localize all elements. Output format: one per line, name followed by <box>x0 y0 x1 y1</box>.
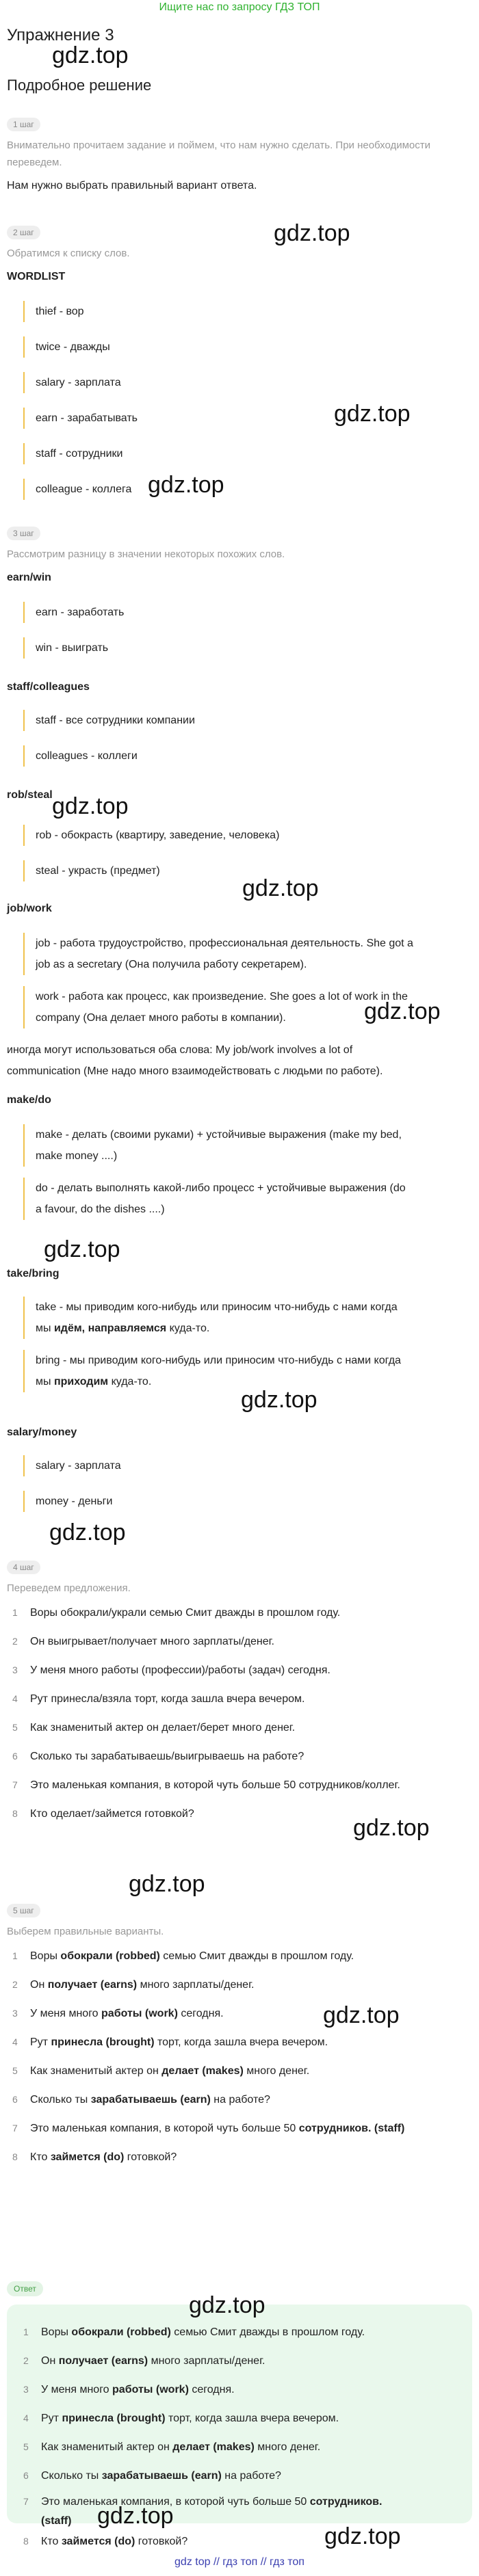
list-item <box>23 1124 479 1167</box>
list-item: colleagues - коллеги <box>23 745 479 767</box>
watermark: gdz.top <box>242 875 319 901</box>
watermark: gdz.top <box>97 2503 174 2529</box>
watermark: gdz.top <box>52 42 129 68</box>
numbered-item: 3 У меня много работы (work) сегодня. <box>12 2008 224 2019</box>
list-item: staff - сотрудники <box>23 443 479 464</box>
footer-links[interactable]: gdz top // гдз топ // гдз топ <box>174 2556 305 2568</box>
watermark: gdz.top <box>353 1815 430 1841</box>
list-item <box>23 1350 479 1392</box>
answer-item: 8 Кто займется (do) готовкой? <box>23 2536 188 2547</box>
list-item-line: a favour, do the dishes ....) <box>36 1204 165 1215</box>
step-badge-3: 3 шаг <box>7 527 40 540</box>
step-note: Обратимся к списку слов. <box>7 248 130 259</box>
numbered-item: 6 Сколько ты зарабатываешь/выигрываешь на работе? <box>12 1751 305 1762</box>
list-item-line: bring - мы приводим кого-нибудь или приносим что-нибудь с нами когда <box>36 1355 401 1366</box>
numbered-item: 7 Это маленькая компания, в которой чуть больше 50 сотрудников. (staff) <box>12 2123 405 2134</box>
answer-item: 1 Воры обокрали (robbed) семью Смит дважды в прошлом году. <box>23 2326 365 2338</box>
paragraph-line: иногда могут использоваться оба слова: My job/work involves a lot of <box>7 1044 353 1056</box>
watermark: gdz.top <box>52 793 129 819</box>
answer-item: 3 У меня много работы (work) сегодня. <box>23 2384 235 2395</box>
watermark: gdz.top <box>324 2523 401 2549</box>
list-item-line: make - делать (своими руками) + устойчивые выражения (make my bed, <box>36 1129 402 1141</box>
answer-item: 6 Сколько ты зарабатываешь (earn) на работе? <box>23 2470 281 2482</box>
section-heading: WORDLIST <box>7 271 66 282</box>
list-item: earn - зарабатывать <box>23 408 479 429</box>
section-heading: take/bring <box>7 1268 60 1279</box>
step-text: Нам нужно выбрать правильный вариант ответа. <box>7 180 257 191</box>
list-item: rob - обокрасть (квартиру, заведение, человека) <box>23 825 479 846</box>
numbered-item: 6 Сколько ты зарабатываешь (earn) на работе? <box>12 2094 270 2106</box>
section-heading: rob/steal <box>7 789 53 801</box>
numbered-item: 5 Как знаменитый актер он делает (makes) много денег. <box>12 2065 310 2077</box>
list-item: salary - зарплата <box>23 372 479 393</box>
list-item-line: job - работа трудоустройство, профессиональная деятельность. She got a <box>36 938 413 949</box>
list-item: earn - заработать <box>23 602 479 623</box>
list-item-line: make money ....) <box>36 1150 118 1162</box>
answer-item: 5 Как знаменитый актер он делает (makes) много денег. <box>23 2441 321 2453</box>
list-item-line: company (Она делает много работы в компании). <box>36 1012 286 1024</box>
list-item: salary - зарплата <box>23 1455 479 1476</box>
section-heading: job/work <box>7 903 52 914</box>
list-item: staff - все сотрудники компании <box>23 710 479 731</box>
list-item: colleague - коллега <box>23 479 479 500</box>
answer-item: 7 Это маленькая компания, в которой чуть больше 50 сотрудников. (staff) <box>23 2496 383 2527</box>
list-item <box>23 1178 479 1220</box>
list-item <box>23 1297 479 1339</box>
step-note: переведем. <box>7 157 62 168</box>
step-badge-4: 4 шаг <box>7 1561 40 1574</box>
watermark: gdz.top <box>49 1519 126 1545</box>
exercise-title: Упражнение 3 <box>7 26 114 44</box>
list-item: twice - дважды <box>23 336 479 358</box>
list-item: thief - вор <box>23 301 479 322</box>
top-banner[interactable]: Ищите нас по запросу ГДЗ ТОП <box>159 1 320 13</box>
list-item-line: job as a secretary (Она получила работу секретарем). <box>36 959 307 970</box>
list-item: win - выиграть <box>23 637 479 659</box>
watermark: gdz.top <box>274 220 350 246</box>
watermark: gdz.top <box>241 1387 318 1413</box>
section-heading: salary/money <box>7 1426 77 1438</box>
step-note: Выберем правильные варианты. <box>7 1926 164 1937</box>
list-item: steal - украсть (предмет) <box>23 860 479 881</box>
watermark: gdz.top <box>189 2292 266 2318</box>
watermark: gdz.top <box>148 472 224 498</box>
list-item <box>23 933 479 975</box>
step-badge-2: 2 шаг <box>7 226 40 239</box>
answer-item: 4 Рут принесла (brought) торт, когда зашла вчера вечером. <box>23 2413 339 2424</box>
step-note: Внимательно прочитаем задание и поймем, что нам нужно сделать. При необходимости <box>7 140 431 151</box>
watermark: gdz.top <box>129 1871 205 1897</box>
watermark: gdz.top <box>364 998 441 1024</box>
numbered-item: 5 Как знаменитый актер он делает/берет много денег. <box>12 1722 296 1734</box>
numbered-item: 1 Воры обокрали/украли семью Смит дважды в прошлом году. <box>12 1607 341 1619</box>
numbered-item: 3 У меня много работы (профессии)/работы (задач) сегодня. <box>12 1664 331 1676</box>
numbered-item: 2 Он выигрывает/получает много зарплаты/денег. <box>12 1636 274 1647</box>
step-badge-1: 1 шаг <box>7 118 40 131</box>
numbered-item: 4 Рут принесла (brought) торт, когда зашла вчера вечером. <box>12 2036 328 2048</box>
step-badge-5: 5 шаг <box>7 1904 40 1917</box>
solution-subtitle: Подробное решение <box>7 77 152 94</box>
watermark: gdz.top <box>44 1236 120 1262</box>
list-item-line: work - работа как процесс, как произведение. She goes a lot of work in the <box>36 991 408 1002</box>
section-heading: make/do <box>7 1094 51 1106</box>
numbered-item: 1 Воры обокрали (robbed) семью Смит дважды в прошлом году. <box>12 1950 354 1962</box>
numbered-item: 4 Рут принесла/взяла торт, когда зашла вчера вечером. <box>12 1693 305 1705</box>
numbered-item: 2 Он получает (earns) много зарплаты/денег. <box>12 1979 255 1991</box>
list-item-line: take - мы приводим кого-нибудь или приносим что-нибудь с нами когда <box>36 1301 398 1313</box>
list-item: money - деньги <box>23 1491 479 1512</box>
list-item-line: мы идём, направляемся куда-то. <box>36 1323 210 1334</box>
paragraph-line: communication (Мне надо много взаимодействовать с людьми по работе). <box>7 1065 383 1077</box>
numbered-item: 8 Кто оделает/займется готовкой? <box>12 1808 194 1820</box>
watermark: gdz.top <box>334 401 411 427</box>
section-heading: earn/win <box>7 572 51 583</box>
section-heading: staff/colleagues <box>7 681 90 693</box>
numbered-item: 7 Это маленькая компания, в которой чуть больше 50 сотрудников/коллег. <box>12 1779 400 1791</box>
answer-item: 2 Он получает (earns) много зарплаты/денег. <box>23 2355 266 2367</box>
step-note: Переведем предложения. <box>7 1582 131 1594</box>
list-item-line: мы приходим куда-то. <box>36 1376 152 1387</box>
list-item-line: do - делать выполнять какой-либо процесс + устойчивые выражения (do <box>36 1182 406 1194</box>
answer-badge: Ответ <box>7 2281 43 2296</box>
watermark: gdz.top <box>323 2002 400 2028</box>
step-note: Рассмотрим разницу в значении некоторых похожих слов. <box>7 548 285 560</box>
numbered-item: 8 Кто займется (do) готовкой? <box>12 2151 177 2163</box>
